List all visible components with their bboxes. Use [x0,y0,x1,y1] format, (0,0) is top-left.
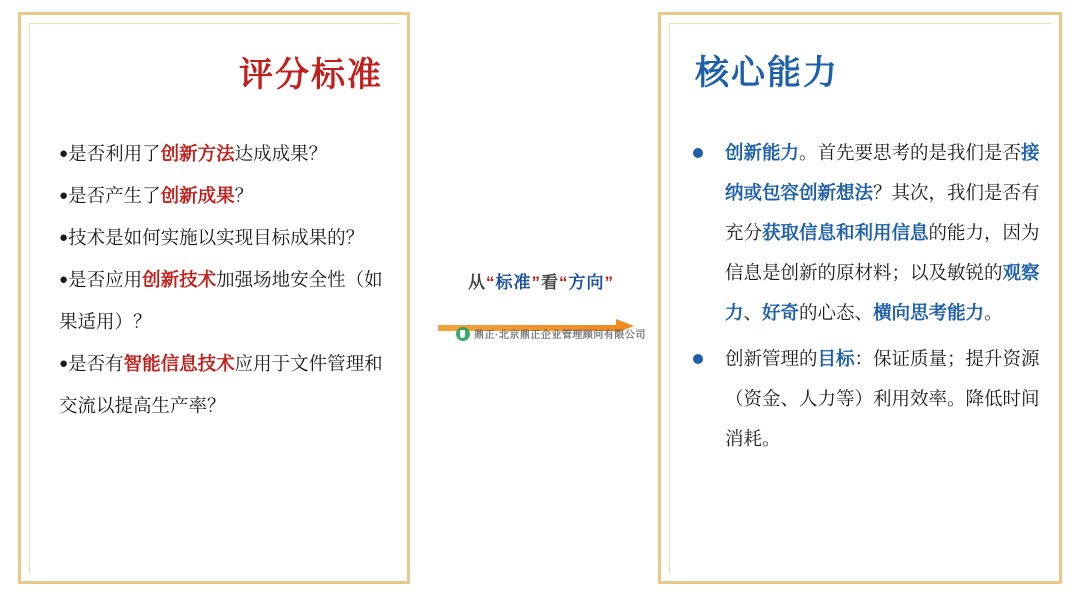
core-capability-list [691,133,1041,465]
criteria-item [59,217,389,259]
caption-part: ” [604,273,614,292]
bullet-icon: ● [59,187,69,204]
caption-part: “ [559,273,569,292]
criteria-item [59,259,389,343]
body-text: ？ [234,185,254,206]
criteria-item [59,175,389,217]
body-text: 。 [984,302,1003,323]
capability-item [691,339,1041,459]
watermark-text: 鼎正·北京鼎正企业管理顾问有限公司 [474,330,646,341]
bullet-icon: ● [59,229,69,246]
body-text: 。首先要思考的是我们是否 [799,142,1022,163]
bullet-icon: ● [59,145,69,162]
caption-part: “ [486,273,496,292]
body-text: 创新管理的 [725,348,818,369]
highlight-text: 创新成果 [160,185,235,206]
body-text: 的能力，因为信息是创新的原材料；以及敏锐的 [725,222,1040,283]
right-panel [658,12,1062,584]
caption-part: ” [531,273,541,292]
body-text: ？其次，我们是否有充分 [725,182,1040,243]
body-text: 是否有 [68,353,124,374]
highlight-text: 创新方法 [160,143,235,164]
caption-part: 从 [468,273,486,292]
body-text: ：保证质量；提升资源（资金、人力等）利用效率。降低时间消耗。 [725,348,1040,449]
center-transition-block [432,268,650,341]
highlight-text: 接纳或包容创新想法 [725,142,1040,203]
body-text: 、 [743,302,763,323]
caption-part: 看 [541,273,559,292]
leaf-logo-icon [456,327,470,341]
highlight-text: 好奇 [762,302,800,323]
caption-part: 标准 [495,273,532,292]
criteria-item [59,343,389,427]
body-text: 技术是如何实施以实现目标成果的？ [68,227,365,248]
caption-part: 方向 [568,273,605,292]
bullet-icon: ● [59,271,69,288]
highlight-text: 目标 [817,348,855,369]
body-text: 应用于文件管理和交流以提高生产率？ [59,353,383,416]
bullet-dot-icon [693,354,703,364]
body-text: 加强场地安全性（如果适用）？ [59,269,383,332]
criteria-item [59,133,389,175]
highlight-text: 智能信息技术 [123,353,235,374]
body-text: 是否产生了 [68,185,161,206]
body-text: 的心态、 [799,302,874,323]
body-text: 达成成果？ [234,143,328,164]
body-text: 是否利用了 [68,143,161,164]
criteria-list [59,133,389,427]
highlight-text: 横向思考能力 [873,302,985,323]
watermark [456,326,646,341]
right-panel-title: 核心能力 [695,54,839,92]
center-caption [432,268,650,293]
bullet-dot-icon [693,148,703,158]
bullet-icon: ● [59,355,69,372]
highlight-text: 获取信息和利用信息 [762,222,929,243]
highlight-text: 创新能力 [725,142,800,163]
left-panel [18,12,410,584]
body-text: 是否应用 [68,269,143,290]
left-panel-title: 评分标准 [239,56,383,94]
highlight-text: 创新技术 [142,269,217,290]
capability-item [691,133,1041,333]
highlight-text: 观察力 [725,262,1040,323]
